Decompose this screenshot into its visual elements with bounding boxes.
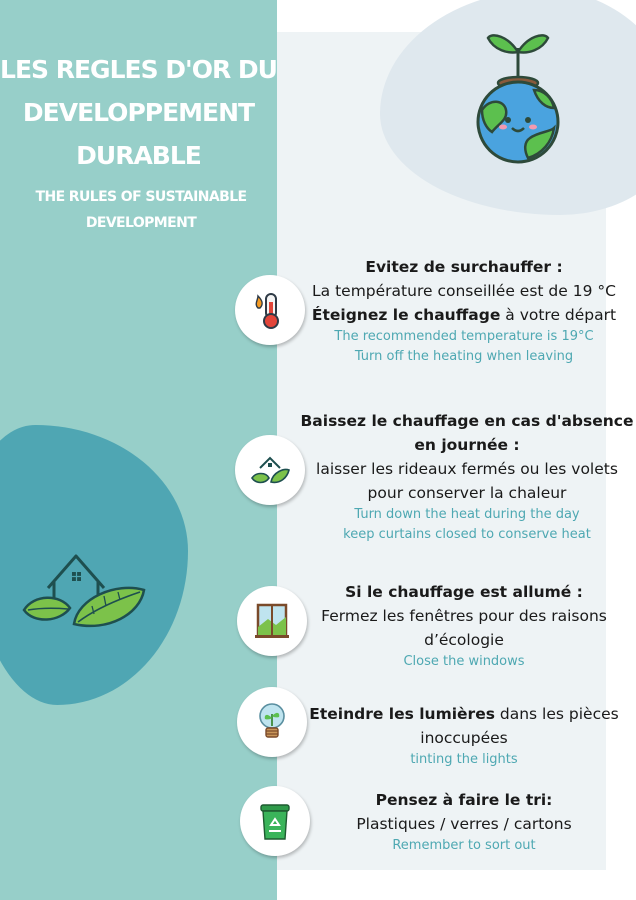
rule-translation: Turn off the heating when leaving [354,348,574,364]
page-subtitle: THE RULES OF SUSTAINABLE DEVELOPMENT [35,189,247,231]
rule-icon-house [235,435,305,505]
rule-translation: tinting the lights [410,752,518,767]
rule-translation: Remember to sort out [392,838,536,853]
light-bulb-icon [250,700,294,744]
rule-icon-thermometer [235,275,305,345]
rule-heading: en journée : [414,436,520,454]
rule-heading: Evitez de surchauffer : [365,258,563,276]
rule-text: inoccupées [420,729,508,747]
rule-sort-waste [300,788,628,856]
rule-close-windows [300,580,628,672]
rule-icon-bulb [237,687,307,757]
rule-heading: Si le chauffage est allumé : [345,583,583,601]
rule-translation: keep curtains closed to conserve heat [343,526,591,542]
rule-heating-temperature [300,255,628,366]
rule-emphasis: Éteignez le chauffage [311,306,501,324]
rule-text: Plastiques / verres / cartons [356,815,572,833]
page-title: LES REGLES D'OR DU DEVELOPPEMENT DURABLE [0,55,277,170]
rule-heading: Baissez le chauffage en cas d'absence [300,412,634,430]
rule-turn-off-lights [300,702,628,770]
rule-text: La température conseillée est de 19 °C [312,282,616,300]
rule-heading: Pensez à faire le tri: [375,791,553,809]
rule-icon-window [237,586,307,656]
rule-translation: Turn down the heat during the day [354,507,580,522]
rule-text-rest: dans les pièces [494,705,619,723]
rule-text [300,702,628,726]
rule-text [300,303,628,327]
rule-translation: Close the windows [403,654,525,669]
rule-text: Fermez les fenêtres pour des raisons [321,607,607,625]
rule-text: laisser les rideaux fermés ou les volets [316,460,618,478]
recycle-bin-icon [253,799,297,843]
rule-translation: The recommended temperature is 19°C [334,329,594,344]
window-icon [250,599,294,643]
house-leaves-icon [248,448,292,492]
rule-lower-heating [300,409,634,544]
rule-text: pour conserver la chaleur [367,484,567,502]
rule-text: d’écologie [424,631,504,649]
thermometer-icon [248,288,292,332]
smiling-earth-with-sprout-icon [468,28,568,164]
rule-emphasis: Eteindre les lumières [309,705,495,723]
rule-text-rest: à votre départ [500,306,617,324]
house-with-leaves-icon [20,548,148,632]
